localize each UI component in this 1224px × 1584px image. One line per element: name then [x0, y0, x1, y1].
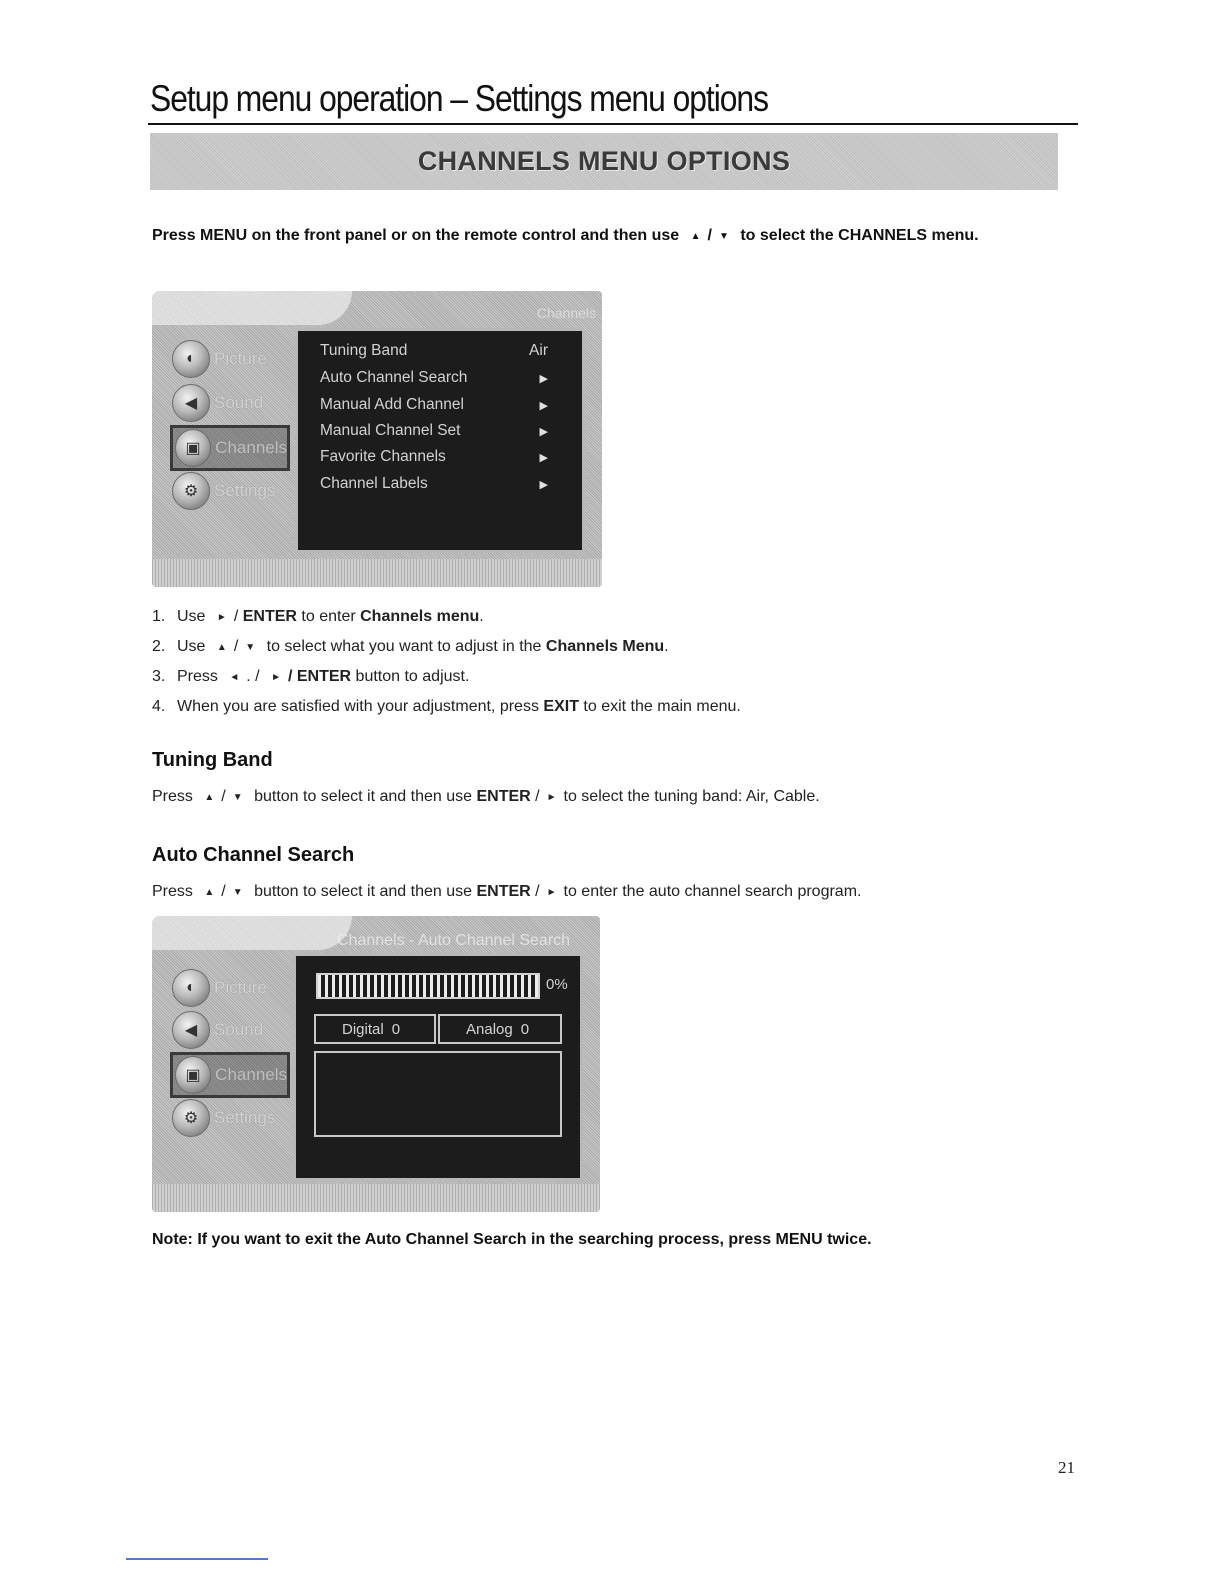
sidebar-item-picture[interactable]	[172, 339, 284, 379]
down-arrow-icon: ▼	[718, 231, 729, 242]
gear-icon: ⚙	[172, 472, 210, 510]
up-arrow-icon: ▲	[690, 231, 701, 242]
osd-corner-label: Channels	[536, 305, 596, 321]
down-arrow-icon: ▼	[245, 642, 256, 653]
auto-search-screenshot	[152, 916, 600, 1212]
menu-item-channel-labels[interactable]	[320, 471, 548, 497]
menu-item-label: Favorite Channels	[320, 448, 446, 465]
right-arrow-icon: ►	[546, 792, 557, 803]
right-arrow-icon: ►	[271, 672, 281, 683]
menu-item-label: Channel Labels	[320, 475, 428, 492]
step-item: 2. Use ▲ / ▼ to select what you want to adjust in the Channels Menu.	[152, 632, 741, 662]
picture-icon: ◐	[172, 340, 210, 378]
menu-item-favorite-channels[interactable]	[320, 444, 548, 470]
intro-text: Press MENU on the front panel or on the remote control and then use	[152, 227, 680, 244]
chevron-right-icon: ▶	[539, 425, 548, 438]
sidebar-item-label: Picture	[214, 349, 267, 368]
sidebar-item-sound[interactable]	[172, 1010, 284, 1050]
page-title: Setup menu operation – Settings menu options	[150, 78, 768, 119]
chevron-right-icon: ▶	[539, 399, 548, 412]
banner-text: CHANNELS MENU OPTIONS	[417, 146, 791, 176]
right-arrow-icon: ►	[216, 612, 227, 623]
speaker-icon: ◀	[172, 384, 210, 422]
menu-item-label: Auto Channel Search	[320, 369, 468, 386]
up-arrow-icon: ▲	[204, 792, 215, 803]
osd-top-band	[152, 291, 352, 325]
progress-percent: 0%	[546, 976, 568, 993]
step-item: 3. Press ◄ . / ► / ENTER button to adjust.	[152, 662, 741, 692]
footer-line	[126, 1558, 268, 1560]
step-item: 1. Use ► / ENTER to enter Channels menu.	[152, 602, 741, 632]
note-text: Note: If you want to exit the Auto Channel Search in the searching process, press MENU twice.	[152, 1231, 872, 1248]
gear-icon: ⚙	[172, 1099, 210, 1137]
osd-header: Channels - Auto Channel Search	[337, 932, 571, 949]
page-number: 21	[1058, 1458, 1075, 1477]
chevron-right-icon: ▶	[539, 478, 548, 491]
picture-icon: ◐	[172, 969, 210, 1007]
channels-menu-screenshot	[152, 291, 602, 587]
slash: /	[707, 227, 712, 244]
tuning-band-heading: Tuning Band	[152, 749, 273, 771]
intro-text-end: to select the CHANNELS menu.	[740, 227, 979, 244]
up-arrow-icon: ▲	[216, 642, 227, 653]
down-arrow-icon: ▼	[232, 792, 243, 803]
sidebar-item-label: Settings	[214, 481, 276, 500]
chevron-right-icon: ▶	[539, 372, 548, 385]
sidebar-item-settings[interactable]	[172, 1098, 284, 1138]
section-banner	[150, 133, 1058, 190]
sidebar-item-settings[interactable]	[172, 471, 284, 511]
sidebar-item-sound[interactable]	[172, 383, 284, 423]
sidebar-item-channels[interactable]	[170, 1052, 290, 1098]
sidebar-item-label: Channels	[215, 1065, 287, 1084]
analog-count: Analog 0	[438, 1014, 562, 1044]
menu-item-label: Manual Channel Set	[320, 422, 461, 439]
menu-item-tuning-band[interactable]	[320, 338, 548, 364]
title-divider	[148, 123, 1078, 125]
osd-bottom-band	[152, 559, 602, 587]
speaker-icon: ◀	[172, 1011, 210, 1049]
channels-icon: ▣	[175, 429, 211, 467]
auto-search-heading: Auto Channel Search	[152, 844, 355, 866]
step-item: 4. When you are satisfied with your adjustment, press EXIT to exit the main menu.	[152, 698, 741, 715]
search-results-box	[314, 1051, 562, 1137]
osd-top-band	[152, 916, 352, 950]
auto-search-text: Press ▲ / ▼ button to select it and then use ENTER / ► to enter the auto channel search program.	[152, 883, 862, 900]
menu-item-manual-channel-set[interactable]	[320, 418, 548, 444]
osd-bottom-band	[152, 1184, 600, 1212]
sidebar-item-label: Channels	[215, 438, 287, 457]
channels-options-panel	[295, 328, 585, 553]
menu-item-auto-channel-search[interactable]	[320, 365, 548, 391]
menu-item-manual-add-channel[interactable]	[320, 392, 548, 418]
digital-count: Digital 0	[314, 1014, 436, 1044]
menu-item-label: Manual Add Channel	[320, 396, 464, 413]
right-arrow-icon: ►	[546, 887, 557, 898]
menu-item-label: Tuning Band	[320, 342, 408, 359]
auto-search-panel	[293, 953, 583, 1181]
sidebar-item-label: Sound	[214, 1020, 264, 1039]
left-arrow-icon: ◄	[229, 672, 240, 683]
up-arrow-icon: ▲	[204, 887, 215, 898]
down-arrow-icon: ▼	[232, 887, 243, 898]
intro-instruction	[152, 227, 979, 245]
sidebar-item-label: Sound	[214, 393, 264, 412]
sidebar-item-label: Settings	[214, 1108, 276, 1127]
sidebar-item-channels[interactable]	[170, 425, 290, 471]
chevron-right-icon: ▶	[539, 451, 548, 464]
instruction-steps	[152, 602, 741, 721]
tuning-band-text: Press ▲ / ▼ button to select it and then use ENTER / ► to select the tuning band: Air, Cable.	[152, 788, 820, 805]
menu-item-value: Air	[529, 342, 548, 359]
sidebar-item-label: Picture	[214, 978, 267, 997]
channels-icon: ▣	[175, 1056, 211, 1094]
sidebar-item-picture[interactable]	[172, 968, 284, 1008]
search-progress-bar	[316, 973, 540, 999]
